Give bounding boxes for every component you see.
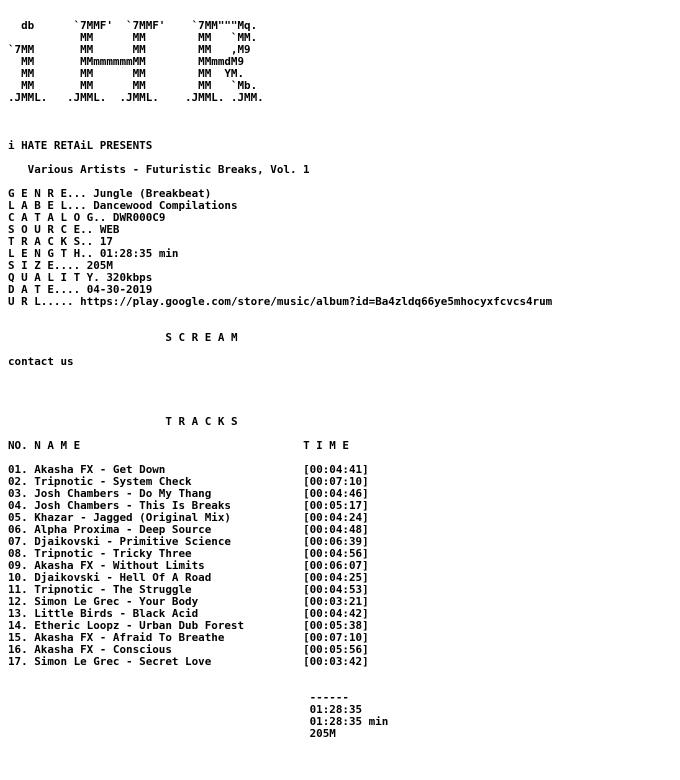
track-name: 13. Little Birds - Black Acid: [8, 607, 199, 620]
track-time: [00:05:38]: [303, 619, 369, 632]
totals-time-text: 01:28:35: [309, 703, 363, 716]
track-name: 03. Josh Chambers - Do My Thang: [8, 487, 212, 500]
totals-rule-text: ------: [309, 691, 349, 704]
track-name: 15. Akasha FX - Afraid To Breathe: [8, 631, 225, 644]
track-time: [00:03:42]: [303, 655, 369, 668]
info-label: T R A C K S..: [8, 235, 94, 248]
banner-line: MM MM MM MM YM.: [8, 67, 245, 80]
release-title: [8, 164, 552, 176]
banner-line: MM MM MM `MM.: [8, 31, 258, 44]
track-time: [00:04:41]: [303, 463, 369, 476]
info-label: S I Z E....: [8, 259, 81, 272]
track-name: 12. Simon Le Grec - Your Body: [8, 595, 199, 608]
track-time: [00:04:56]: [303, 547, 369, 560]
track-name: 10. Djaikovski - Hell Of A Road: [8, 571, 212, 584]
track-name: 11. Tripnotic - The Struggle: [8, 583, 192, 596]
column-header-time: T I M E: [303, 439, 349, 452]
info-value: WEB: [99, 223, 120, 236]
totals-length-text: 01:28:35 min: [309, 715, 389, 728]
track-time: [00:05:17]: [303, 499, 369, 512]
scream-heading-text: S C R E A M: [165, 331, 238, 344]
scream-heading: [8, 332, 552, 344]
track-name: 04. Josh Chambers - This Is Breaks: [8, 499, 231, 512]
column-header-name: NO. N A M E: [8, 439, 81, 452]
track-name: 14. Etheric Loopz - Urban Dub Forest: [8, 619, 245, 632]
track-name: 05. Khazar - Jagged (Original Mix): [8, 511, 231, 524]
track-list: [8, 464, 552, 668]
track-name: 17. Simon Le Grec - Secret Love: [8, 655, 212, 668]
banner-line: .JMML. .JMML. .JMML. .JMML. .JMM.: [8, 91, 264, 104]
track-row: [8, 656, 552, 668]
track-time: [00:04:48]: [303, 523, 369, 536]
info-url-link[interactable]: https://play.google.com/store/music/album?id=Ba4zldq66ye5mhocyxfcvcs4rum: [80, 295, 553, 308]
info-value: Dancewood Compilations: [93, 199, 238, 212]
track-time: [00:04:25]: [303, 571, 369, 584]
track-time: [00:06:07]: [303, 559, 369, 572]
info-label: Q U A L I T Y.: [8, 271, 100, 284]
banner-line: MM MM MM MM `Mb.: [8, 79, 258, 92]
info-label: U R L.....: [8, 295, 74, 308]
track-time: [00:04:42]: [303, 607, 369, 620]
totals-size: [8, 728, 552, 740]
info-label: L E N G T H..: [8, 247, 94, 260]
nfo-document: [8, 20, 552, 740]
column-header-row: [8, 440, 552, 452]
info-label: D A T E....: [8, 283, 81, 296]
track-name: 16. Akasha FX - Conscious: [8, 643, 172, 656]
info-label: C A T A L O G..: [8, 211, 107, 224]
info-row-url: [8, 296, 552, 308]
info-label: G E N R E...: [8, 187, 87, 200]
track-time: [00:03:21]: [303, 595, 369, 608]
info-value: Jungle (Breakbeat): [93, 187, 212, 200]
track-name: 09. Akasha FX - Without Limits: [8, 559, 205, 572]
track-name: 01. Akasha FX - Get Down: [8, 463, 166, 476]
track-time: [00:07:10]: [303, 475, 369, 488]
info-value: 17: [99, 235, 113, 248]
track-time: [00:04:53]: [303, 583, 369, 596]
info-value: 01:28:35 min: [99, 247, 179, 260]
contact-line[interactable]: contact us: [8, 355, 74, 368]
info-value: 205M: [86, 259, 113, 272]
track-time: [00:04:24]: [303, 511, 369, 524]
info-label: L A B E L...: [8, 199, 87, 212]
track-time: [00:07:10]: [303, 631, 369, 644]
tracks-heading: [8, 416, 552, 428]
tracks-heading-text: T R A C K S: [165, 415, 238, 428]
track-time: [00:06:39]: [303, 535, 369, 548]
release-title-text: Various Artists - Futuristic Breaks, Vol. 1: [27, 163, 310, 176]
track-name: 02. Tripnotic - System Check: [8, 475, 192, 488]
track-name: 06. Alpha Proxima - Deep Source: [8, 523, 212, 536]
info-label: S O U R C E..: [8, 223, 94, 236]
track-time: [00:04:46]: [303, 487, 369, 500]
banner-line: db `7MMF' `7MMF' `7MM"""Mq.: [8, 19, 258, 32]
info-value: 320kbps: [106, 271, 153, 284]
info-value: DWR000C9: [112, 211, 166, 224]
presents-line: i HATE RETAiL PRESENTS: [8, 139, 153, 152]
track-name: 07. Djaikovski - Primitive Science: [8, 535, 231, 548]
track-time: [00:05:56]: [303, 643, 369, 656]
banner-line: `7MM MM MM MM ,M9: [8, 43, 251, 56]
totals-size-text: 205M: [309, 727, 336, 740]
banner-line: MM MMmmmmmmMM MMmmdM9: [8, 55, 245, 68]
track-name: 08. Tripnotic - Tricky Three: [8, 547, 192, 560]
info-value: 04-30-2019: [86, 283, 153, 296]
